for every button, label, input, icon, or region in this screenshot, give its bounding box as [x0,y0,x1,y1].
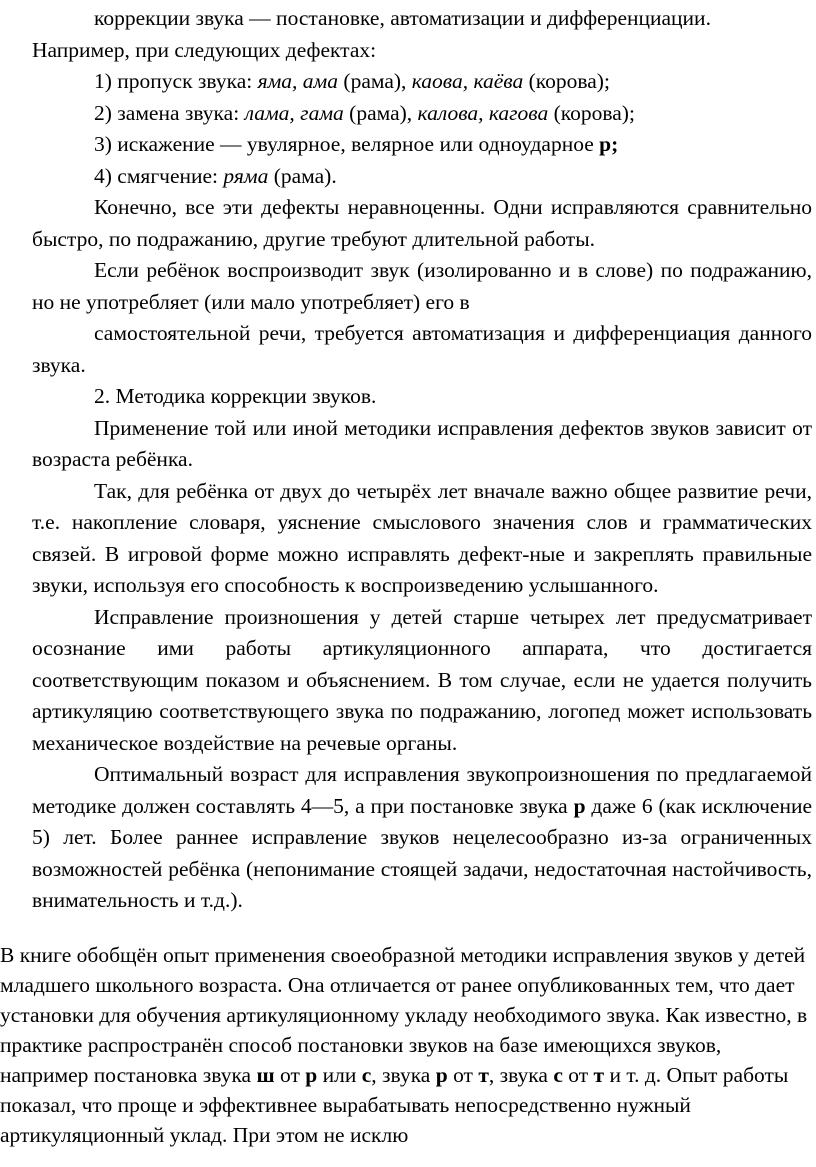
main-text-block [32,3,812,917]
example-word: яма, ама [257,69,339,93]
paragraph: Если ребёнок воспроизводит звук (изолированно и в слове) по подражанию, но не употребляет (или мало употребляет) его в [32,258,812,314]
paragraph: Так, для ребёнка от двух до четырёх лет вначале важно общее развитие речи, т.е. накопление словаря, уяснение смыслового значения слов и грамматических связей. В игровой форме можно исправлять дефект-ные и закреплять правильные звуки, используя его способность к воспроизведению услышанного. [32,478,812,597]
list-item [32,161,812,193]
paragraph: самостоятельной речи, требуется автоматизация и дифференциация данного звука. [32,321,812,377]
list-item-text: 4) смягчение: [94,163,224,188]
paragraph: Например, при следующих дефектах: [32,37,377,62]
paragraph-text: , звука [488,1063,554,1087]
sound-letter: р [435,1063,448,1087]
sound-letter: ш [256,1063,275,1087]
paragraph-text: даже 6 (как исключение 5) лет. Более раннее исправление звуков нецелесообразно из-за ограниченных возможностей ребёнка (непонимание стоящей задачи, недостаточная настойчивость, внимательность и т.д.). [32,793,812,912]
paragraph-text: или [317,1063,362,1087]
paragraph [32,759,812,917]
list-item [32,129,812,161]
list-item-text: (рама). [268,163,337,188]
paragraph-text: от [447,1063,479,1087]
sound-letter: с [553,1063,563,1087]
list-item-text: 3) искажение — увулярное, велярное или одноударное [94,132,600,156]
sound-letter: т [593,1063,605,1087]
paragraph-text: и т. д. Опыт работы показал, что проще и эффективнее вырабатывать непосредственно нужный артикуляционный уклад. При этом не исклю [0,1063,789,1147]
list-item-text: (рама), [338,69,412,93]
paragraph: коррекции звука — постановке, автоматизации и дифференциации. [94,6,711,30]
list-item-text: 2) замена звука: [94,100,245,125]
paragraph-text: Оптимальный возраст для исправления звукопроизношения по предлагаемой методике должен составлять 4—5, а при постановке звука [32,762,812,818]
list-item [32,98,812,130]
sound-letter: с [361,1063,372,1087]
paragraph-text: В книге обобщён опыт применения своеобразной методики исправления звуков у детей младшего школьного возраста. Она отличается от ранее опубликованных тем, что дает установки для обучения артикуляционному укладу необходимого звука. Как известно, в практике распространён способ постановки звуков на базе имеющихся звуков, например постановка звука [0,943,808,1087]
secondary-text-block [0,940,810,1150]
sound-letter: р; [599,132,619,156]
paragraph-text: , звука [371,1063,436,1087]
list-item-text: 1) пропуск звука: [94,69,258,93]
example-word: каова, каёва [411,69,524,93]
sound-letter: т [478,1063,489,1087]
example-word: ряма [223,163,269,188]
paragraph [0,940,810,1150]
paragraph-text: от [274,1063,306,1087]
section-heading: 2. Методика коррекции звуков. [94,384,377,408]
list-item-text: (корова); [523,69,610,93]
list-item-text: (корова); [548,100,635,125]
list-item-text: (рама), [343,100,418,125]
paragraph: Применение той или иной методики исправления дефектов звуков зависит от возраста ребёнка. [32,415,812,471]
paragraph: Исправление произношения у детей старше четырех лет предусматривает осознание ими работы артикуляционного аппарата, что достигается соответствующим показом и объяснением. В том случае, если не удается получить артикуляцию соответствующего звука по подражанию, логопед может использовать механическое воздействие на речевые органы. [32,604,812,755]
list-item [32,66,812,98]
example-word: калова, кагова [417,100,549,125]
example-word: лама, гама [244,100,344,125]
paragraph-text: от [562,1063,594,1087]
sound-letter: р [305,1063,318,1087]
paragraph: Конечно, все эти дефекты неравноценны. Одни исправляются сравнительно быстро, по подражанию, другие требуют длительной работы. [32,195,812,251]
sound-letter: р [573,793,586,818]
